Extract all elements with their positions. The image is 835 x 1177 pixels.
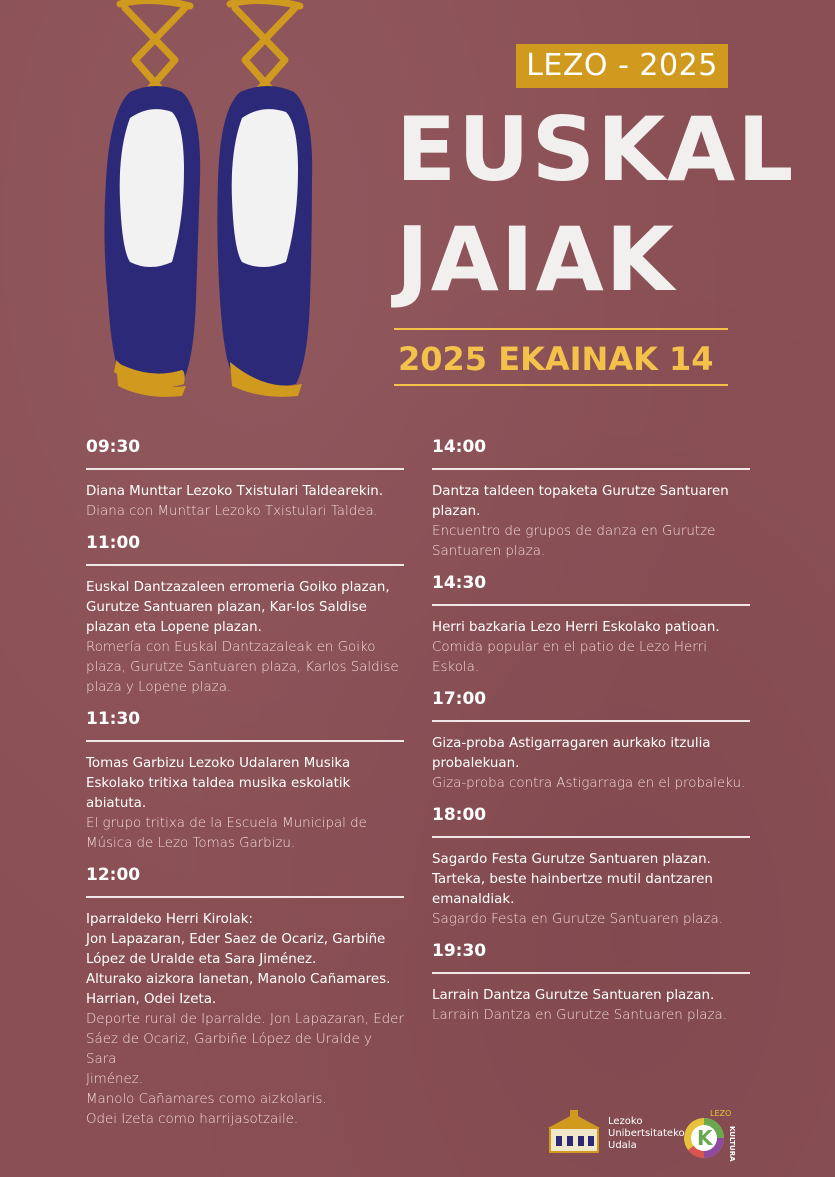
event-text-spanish: Manolo Cañamares como aizkolaris. bbox=[86, 1092, 327, 1107]
schedule-divider bbox=[86, 468, 404, 470]
schedule-item bbox=[86, 530, 404, 698]
event-text-basque: Euskal Dantzazaleen erromeria Goiko plazan, bbox=[86, 580, 390, 595]
event-text-spanish: plaza, Gurutze Santuaren plaza, Karlos Saldise bbox=[86, 660, 399, 675]
event-text-basque: Larrain Dantza Gurutze Santuaren plazan. bbox=[432, 988, 715, 1003]
event-text-basque: plazan. bbox=[432, 504, 481, 519]
schedule-divider bbox=[86, 740, 404, 742]
schedule-item bbox=[86, 862, 404, 1130]
schedule-item bbox=[86, 434, 404, 522]
council-line-2: Unibertsitateko bbox=[608, 1128, 685, 1139]
kultura-lezo: LEZO bbox=[710, 1109, 732, 1118]
event-text-basque: Alturako aizkora lanetan, Manolo Cañamares. bbox=[86, 972, 391, 987]
event-text-basque: Jon Lapazaran, Eder Saez de Ocariz, Garbiñe bbox=[86, 932, 386, 947]
schedule-time: 19:30 bbox=[432, 941, 487, 961]
schedule-item bbox=[432, 686, 750, 794]
event-text-basque: Sagardo Festa Gurutze Santuaren plazan. bbox=[432, 852, 711, 867]
event-text-basque: Tarteka, beste hainbertze mutil dantzaren bbox=[432, 872, 713, 887]
event-text-spanish: Sáez de Ocariz, Garbiñe López de Uralde y Sara bbox=[86, 1032, 372, 1067]
title-line-2: JAIAK bbox=[396, 208, 676, 311]
schedule-time: 12:00 bbox=[86, 865, 141, 885]
event-text-basque: Iparraldeko Herri Kirolak: bbox=[86, 912, 253, 927]
schedule-divider bbox=[86, 896, 404, 898]
schedule-divider bbox=[432, 720, 750, 722]
council-logo-text bbox=[608, 1116, 685, 1152]
schedule-divider bbox=[432, 604, 750, 606]
schedule-time: 14:30 bbox=[432, 573, 487, 593]
right-shoe-laces bbox=[230, 0, 300, 100]
event-text-basque: abiatuta. bbox=[86, 796, 147, 811]
event-text-spanish: Eskola. bbox=[432, 660, 480, 675]
event-text-basque: Eskolako tritixa taldea musika eskolatik bbox=[86, 776, 351, 791]
event-text-spanish: Sagardo Festa en Gurutze Santuaren plaza. bbox=[432, 912, 723, 927]
event-text-spanish: Romería con Euskal Dantzazaleak en Goiko bbox=[86, 640, 376, 655]
event-text-spanish: Diana con Munttar Lezoko Txistulari Taldea. bbox=[86, 504, 378, 519]
event-text-spanish: Deporte rural de Iparralde. Jon Lapazaran, Eder bbox=[86, 1012, 404, 1027]
event-text-spanish: Larrain Dantza en Gurutze Santuaren plaza. bbox=[432, 1008, 727, 1023]
town-hall-logo bbox=[548, 1110, 600, 1156]
schedule-time: 11:30 bbox=[86, 709, 141, 729]
event-date: 2025 EKAINAK 14 bbox=[398, 340, 714, 378]
schedule-item bbox=[432, 434, 750, 562]
schedule-item bbox=[432, 802, 750, 930]
schedule-time: 18:00 bbox=[432, 805, 487, 825]
schedule-item bbox=[86, 706, 404, 854]
event-text-basque: Gurutze Santuaren plazan, Kar-los Saldise bbox=[86, 600, 367, 615]
schedule-time: 17:00 bbox=[432, 689, 487, 709]
year-badge: LEZO - 2025 bbox=[516, 44, 728, 88]
event-text-spanish: Jiménez. bbox=[86, 1072, 143, 1087]
date-top-rule bbox=[394, 328, 728, 330]
event-text-basque: plazan eta Lopene plazan. bbox=[86, 620, 262, 635]
footer-logos bbox=[548, 1104, 758, 1164]
schedule-time: 09:30 bbox=[86, 437, 141, 457]
schedule-column-right bbox=[432, 434, 750, 1034]
event-text-basque: Harrian, Odei Izeta. bbox=[86, 992, 217, 1007]
title-line-1: EUSKAL bbox=[396, 98, 796, 201]
schedule-divider bbox=[432, 468, 750, 470]
schedule-item bbox=[432, 570, 750, 678]
kultura-letter: K bbox=[697, 1126, 713, 1150]
schedule-divider bbox=[432, 972, 750, 974]
council-line-1: Lezoko bbox=[608, 1116, 643, 1127]
schedule-divider bbox=[86, 564, 404, 566]
kultura-word: KULTURA bbox=[728, 1126, 736, 1162]
event-text-basque: López de Uralde eta Sara Jiménez. bbox=[86, 952, 317, 967]
event-text-spanish: Giza-proba contra Astigarraga en el probaleku. bbox=[432, 776, 746, 791]
date-bottom-rule bbox=[394, 384, 728, 386]
schedule-item bbox=[432, 938, 750, 1026]
schedule-divider bbox=[432, 836, 750, 838]
schedule-column-left bbox=[86, 434, 404, 1138]
event-text-basque: Herri bazkaria Lezo Herri Eskolako patioan. bbox=[432, 620, 720, 635]
event-text-spanish: Odei Izeta como harrijasotzaile. bbox=[86, 1112, 299, 1127]
event-text-spanish: Comida popular en el patio de Lezo Herri bbox=[432, 640, 707, 655]
schedule-time: 11:00 bbox=[86, 533, 141, 553]
event-text-basque: Tomas Garbizu Lezoko Udalaren Musika bbox=[86, 756, 351, 771]
event-text-spanish: plaza y Lopene plaza. bbox=[86, 680, 232, 695]
left-shoe bbox=[104, 86, 200, 397]
event-text-spanish: El grupo tritixa de la Escuela Municipal de bbox=[86, 816, 367, 831]
event-text-spanish: Santuaren plaza. bbox=[432, 544, 546, 559]
event-text-spanish: Música de Lezo Tomas Garbizu. bbox=[86, 836, 296, 851]
council-line-3: Udala bbox=[608, 1140, 637, 1151]
dance-shoes-illustration bbox=[90, 0, 350, 400]
event-text-spanish: Encuentro de grupos de danza en Gurutze bbox=[432, 524, 716, 539]
event-text-basque: Dantza taldeen topaketa Gurutze Santuaren bbox=[432, 484, 729, 499]
event-text-basque: probalekuan. bbox=[432, 756, 520, 771]
right-shoe bbox=[217, 86, 312, 397]
left-shoe-laces bbox=[120, 0, 190, 100]
kultura-logo bbox=[680, 1106, 744, 1162]
event-text-basque: Diana Munttar Lezoko Txistulari Taldearekin. bbox=[86, 484, 384, 499]
event-text-basque: emanaldiak. bbox=[432, 892, 515, 907]
schedule-time: 14:00 bbox=[432, 437, 487, 457]
event-text-basque: Giza-proba Astigarragaren aurkako itzulia bbox=[432, 736, 711, 751]
